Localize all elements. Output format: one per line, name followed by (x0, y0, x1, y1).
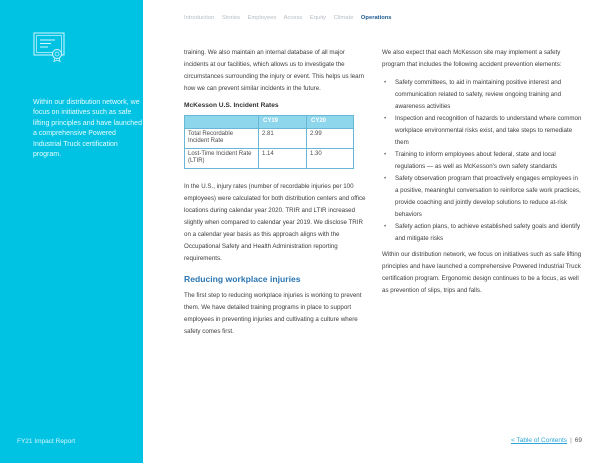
table-cell-cy20: 2.99 (307, 128, 354, 148)
report-title: FY21 Impact Report (17, 438, 76, 445)
list-item: • Inspection and recognition of hazards to understand where common workplace environmental risks exist, and take steps to remediate them (382, 113, 582, 149)
safety-program-intro: We also expect that each McKesson site may implement a safety program that includes the following accident prevention elements: (382, 49, 562, 68)
table-row (185, 128, 354, 148)
list-item: • Safety observation program that proactively engages employees in a positive, meaningful conversation to reinforce safe work practices, provide coaching and jointly develop solutions to reduce at-risk behaviors (382, 173, 582, 221)
certificate-icon (33, 32, 67, 62)
table-of-contents-link[interactable]: < Table of Contents (510, 437, 568, 444)
list-item: • Safety committees, to aid in maintaining positive interest and communication related to safety, review ongoing training and awareness activities (382, 77, 582, 113)
sidebar-callout-text: Within our distribution network, we focus on initiatives such as safe lifting principles and have launched a comprehensive Powered Industrial Truck certification program. (33, 99, 142, 159)
table-cell-metric: Lost-Time Incident Rate (LTIR) (185, 148, 259, 168)
nav-item-access[interactable]: Access (283, 15, 303, 21)
injury-rates-paragraph: In the U.S., injury rates (number of recordable injuries per 100 employees) were calculated for both distribution centers and office locations during calendar year 2020. TRIR and LTIR increased slightly when compared to calendar year 2019. We disclose TRIR on a calendar year basis as this approach aligns with the Occupational Safety and Health Administration reporting requirements. (184, 182, 366, 262)
list-item: • Safety action plans, to achieve established safety goals and identify and mitigate risks (382, 221, 582, 245)
table-row (185, 148, 354, 168)
sidebar-panel (0, 0, 143, 463)
table-header-cy20: CY20 (307, 116, 354, 129)
page-number: 69 (574, 437, 582, 444)
table-header-row (185, 116, 354, 129)
nav-item-employees[interactable]: Employees (247, 15, 277, 21)
footer-nav (511, 437, 582, 444)
incident-rates-table (184, 115, 354, 169)
table-cell-cy20: 1.30 (307, 148, 354, 168)
list-item: • Training to inform employees about federal, state and local regulations — as well as McKesson's own safety standards (382, 149, 582, 173)
nav-item-operations[interactable]: Operations (360, 15, 392, 21)
nav-item-stories[interactable]: Stories (221, 15, 240, 21)
closing-paragraph: Within our distribution network, we focus on initiatives such as safe lifting principles and have launched a comprehensive Powered Industrial Truck certification program. Ergonomic design continues to be a focus, as well as prevention of slips, trips and falls. (382, 251, 582, 294)
section-nav (184, 15, 398, 21)
nav-item-equity[interactable]: Equity (309, 15, 327, 21)
nav-item-introduction[interactable]: Introduction (184, 15, 215, 21)
table-header-metric (185, 116, 259, 129)
prevention-elements-list (382, 77, 582, 245)
middle-column (184, 47, 366, 338)
table-cell-metric: Total Recordable Incident Rate (185, 128, 259, 148)
nav-item-climate[interactable]: Climate (333, 15, 354, 21)
table-header-cy19: CY19 (259, 116, 307, 129)
intro-paragraph: training. We also maintain an internal database of all major incidents at our facilities, which allows us to investigate the circumstances surrounding the injury or event. This helps us learn how we can prevent similar incidents in the future. (184, 49, 365, 92)
prevention-paragraph: The first step to reducing workplace injuries is working to prevent them. We have detailed training programs in place to support employees in preventing injuries and cultivating a culture where safety comes first. (184, 291, 362, 335)
incident-table-title: McKesson U.S. Incident Rates (184, 102, 279, 109)
table-cell-cy19: 1.14 (259, 148, 307, 168)
right-column (382, 47, 582, 297)
section-heading: Reducing workplace injuries (184, 273, 301, 284)
table-cell-cy19: 2.81 (259, 128, 307, 148)
footer-separator: | (570, 437, 572, 444)
